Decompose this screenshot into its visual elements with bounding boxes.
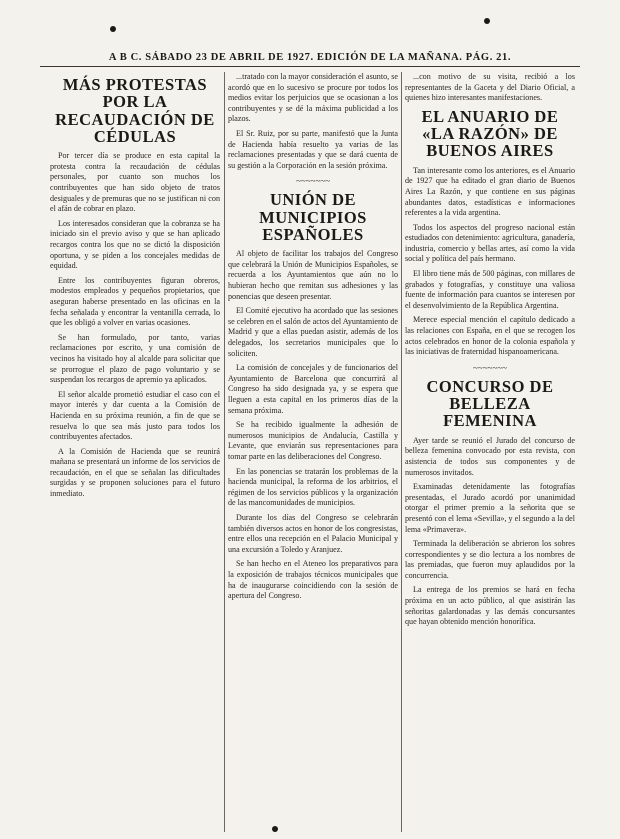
headline-anuario: EL ANUARIO DE «LA RAZÓN» DE BUENOS AIRES — [421, 106, 559, 161]
binding-hole-mark — [110, 26, 116, 32]
article-paragraph: Ayer tarde se reunió el Jurado del concurso de belleza femenina convocado por esta revista, con asistencia de todos sus componentes y de numerosos invitados. — [405, 435, 575, 477]
section-ornament: ~~~~~~~ — [472, 362, 508, 373]
headline-concurso-belleza: CONCURSO DE BELLEZA FEMENINA — [426, 376, 554, 431]
article-paragraph: Por tercer día se produce en esta capital la protesta contra la recaudación de cédulas personales, por cuanto son muchos los contribuyentes que han sido objeto de tratos desiguales y de premuras que no se justifican ni con el afán de cobrar en plazo. — [50, 151, 220, 214]
headline-cedulas: MÁS PROTESTAS POR LA RECAUDACIÓN DE CÉDULAS — [55, 75, 215, 146]
article-paragraph: Examinadas detenidamente las fotografías presentadas, el Jurado acordó por unanimidad otorgar el primer premio a la señorita que se presentó con el lema «Sevilla», y el segundo a la del lema «Primavera». — [405, 482, 575, 534]
binding-hole-mark — [484, 18, 490, 24]
binding-hole-mark — [272, 826, 278, 832]
article-paragraph: Merece especial mención el capítulo dedicado a las relaciones con España, en el que se recogen los actos celebrados en honor de la colonia española y las iniciativas de fraternidad hispanoamericana. — [405, 315, 575, 357]
article-paragraph: Se han formulado, por tanto, varias reclamaciones por escrito, y una comisión de vecinos ha visitado hoy al alcalde para solicitar que se prorrogue el plazo de pago voluntario y se suspendan los recargos de apremio ya aplicados. — [50, 332, 220, 385]
article-paragraph: Se ha recibido igualmente la adhesión de numerosos municipios de Andalucía, Castilla y Levante, que enviarán sus representaciones para tomar parte en las deliberaciones del Congreso. — [228, 420, 398, 461]
article-paragraph: El señor alcalde prometió estudiar el caso con el mayor interés y dar cuenta a la Comisión de Hacienda en su próxima reunión, a fin de que se resuelva lo que sea más justo para todos los contribuyentes afectados. — [50, 389, 220, 442]
article-paragraph: Entre los contribuyentes figuran obreros, modestos empleados y pequeños propietarios, que aseguran haberse presentado en las oficinas en la fecha señalada y encontrar la ventanilla cerrada, lo que les obligó a volver en varias ocasiones. — [50, 275, 220, 328]
headline-union-municipios: UNIÓN DE MUNICIPIOS ESPAÑOLES — [259, 190, 367, 244]
column-left — [50, 72, 220, 832]
article-paragraph: El libro tiene más de 500 páginas, con millares de grabados y fotografías, y constituye una valiosa fuente de información para cuantos se interesen por el desenvolvimiento de la República Argentina. — [405, 269, 575, 310]
article-paragraph: En las ponencias se tratarán los problemas de la hacienda municipal, la reforma de los arbitrios, el régimen de los servicios públicos y la organización de las mancomunidades de municipios. — [228, 466, 398, 508]
article-paragraph: A la Comisión de Hacienda que se reunirá mañana se presentará un informe de los servicios de recaudación, en el que se señalan las dificultades surgidas y se proponen soluciones para el futuro inmediato. — [50, 446, 220, 499]
article-paragraph: Durante los días del Congreso se celebrarán también diversos actos en honor de los congresistas, entre ellos una recepción en el Palacio Municipal y una excursión a Toledo y Aranjuez. — [228, 512, 398, 554]
article-paragraph: ...tratado con la mayor consideración el asunto, se acordó que en lo sucesivo se procure por todos los medios evitar los perjuicios que se ocasionan a los contribuyentes y se dé la máxima publicidad a los plazos. — [228, 72, 398, 124]
article-paragraph: Se han hecho en el Ateneo los preparativos para la exposición de trabajos técnicos municipales que ha de inaugurarse coincidiendo con la sesión de apertura del Congreso. — [228, 559, 398, 601]
article-paragraph: La comisión de concejales y de funcionarios del Ayuntamiento de Barcelona que concurrirá al Congreso ha sido designada ya, y se espera que lleguen a esta capital en los primeros días de la semana próxima. — [228, 363, 398, 415]
article-paragraph: Los interesados consideran que la cobranza se ha iniciado sin el previo aviso y que se han aplicado recargos contra los que no se dictó la disposición oportuna, y se piden a los concejales medidas de equidad. — [50, 218, 220, 271]
page-masthead: A B C. SÁBADO 23 DE ABRIL DE 1927. EDICIÓN DE LA MAÑANA. PÁG. 21. — [40, 52, 580, 67]
column-right — [405, 72, 575, 832]
article-paragraph: Al objeto de facilitar los trabajos del Congreso que celebrará la Unión de Municipios Españoles, se recuerda a los Ayuntamientos que aún no lo hubieran hecho que remitan sus adhesiones y las ponencias que deseen presentar. — [228, 249, 398, 301]
column-rule — [401, 72, 402, 832]
article-paragraph: Todos los aspectos del progreso nacional están estudiados con detenimiento: agricultura, ganadería, industria, comercio y bellas artes, así como la vida social y política del país hermano. — [405, 222, 575, 264]
article-paragraph: La entrega de los premios se hará en fecha próxima en un acto público, al que asistirán las señoritas galardonadas y las demás concursantes que hayan obtenido mención honorífica. — [405, 585, 575, 627]
column-middle — [228, 72, 398, 832]
column-rule — [224, 72, 225, 832]
article-paragraph: El Comité ejecutivo ha acordado que las sesiones se celebren en el salón de actos del Ayuntamiento de Madrid y que a ellas puedan asistir, además de los delegados, los secretarios municipales que lo soliciten. — [228, 306, 398, 358]
article-paragraph: Terminada la deliberación se abrieron los sobres correspondientes y se dio lectura a los nombres de las premiadas, que fueron muy aplaudidos por la concurrencia. — [405, 539, 575, 580]
article-paragraph: Tan interesante como los anteriores, es el Anuario de 1927 que ha editado el gran diario de Buenos Aires La Razón, y que contiene en sus páginas abundantes datos, estadísticas e informaciones referentes a la vida argentina. — [405, 165, 575, 218]
article-paragraph: ...con motivo de su visita, recibió a los representantes de la Gaceta y del Diario Oficial, a quienes hizo interesantes manifestaciones. — [405, 72, 575, 103]
section-ornament: ~~~~~~~ — [295, 176, 331, 187]
article-paragraph: El Sr. Ruiz, por su parte, manifestó que la Junta de Hacienda había resuelto ya varias de las reclamaciones presentadas y que se dará cuenta de su gestión a la Corporación en la sesión próxima. — [228, 128, 398, 170]
